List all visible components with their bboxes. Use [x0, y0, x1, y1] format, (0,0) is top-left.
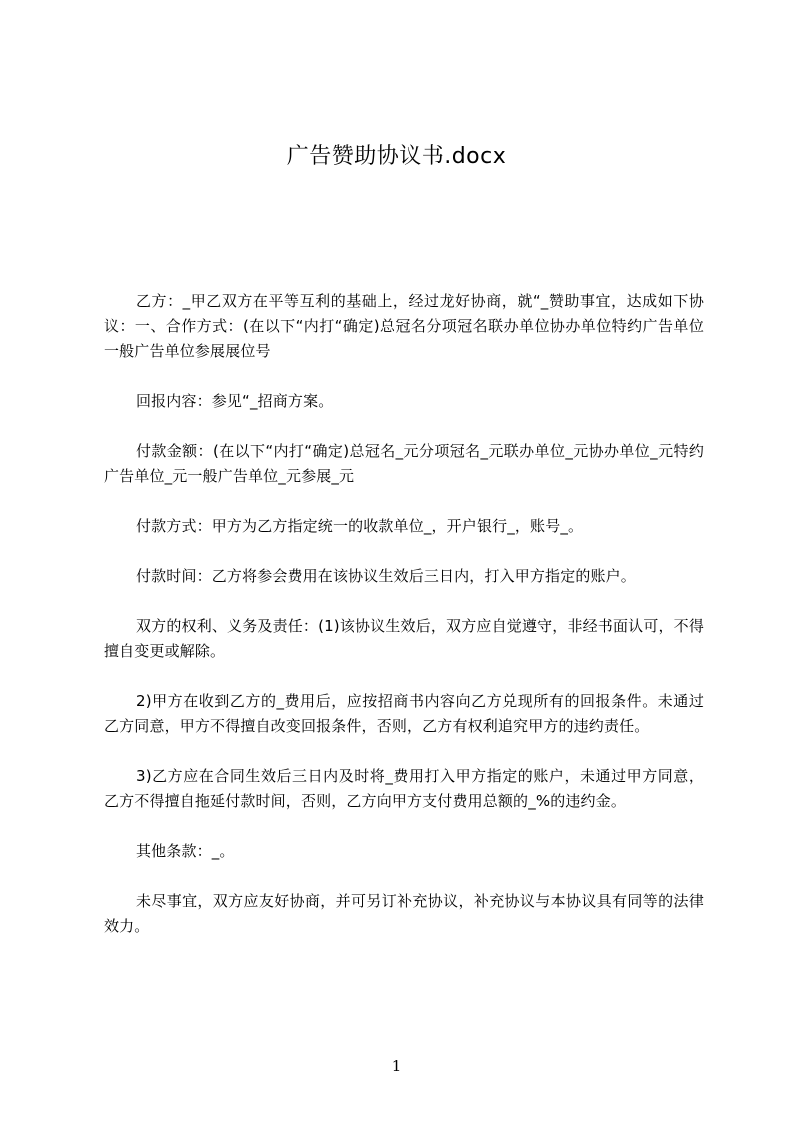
document-title: 广告赞助协议书.docx: [286, 144, 507, 169]
paragraph-payment-amount: 付款金额：(在以下“内打“确定)总冠名_元分项冠名_元联办单位_元协办单位_元特约广告单位_元一般广告单位_元参展_元: [104, 442, 704, 485]
paragraph-clause-2: 2)甲方在收到乙方的_费用后，应按招商书内容向乙方兑现所有的回报条件。未通过乙方同意，甲方不得擅自改变回报条件，否则，乙方有权利追究甲方的违约责任。: [104, 692, 704, 735]
page-number: 1: [391, 1057, 402, 1075]
paragraph-return-content: 回报内容：参见“_招商方案。: [136, 392, 334, 410]
paragraph-other-terms: 其他条款：_。: [136, 842, 235, 860]
paragraph-closing: 未尽事宜，双方应友好协商，并可另订补充协议，补充协议与本协议具有同等的法律效力。: [104, 892, 704, 935]
paragraph-clause-3: 3)乙方应在合同生效后三日内及时将_费用打入甲方指定的账户，未通过甲方同意，乙方不得擅自拖延付款时间，否则，乙方向甲方支付费用总额的_%的违约金。: [104, 767, 704, 810]
paragraph-payment-method: 付款方式：甲方为乙方指定统一的收款单位_，开户银行_，账号_。: [136, 517, 584, 535]
paragraph-payment-time: 付款时间：乙方将参会费用在该协议生效后三日内，打入甲方指定的账户。: [136, 567, 636, 585]
paragraph-rights-duties: 双方的权利、义务及责任：(1)该协议生效后，双方应自觉遵守，非经书面认可，不得擅自变更或解除。: [104, 617, 704, 660]
document-body: [104, 289, 704, 939]
paragraph-intro: 乙方：_甲乙双方在平等互利的基础上，经过龙好协商，就“_赞助事宜，达成如下协议：一、合作方式：(在以下“内打“确定)总冠名分项冠名联办单位协办单位特约广告单位一般广告单位参展展位号: [104, 292, 704, 360]
